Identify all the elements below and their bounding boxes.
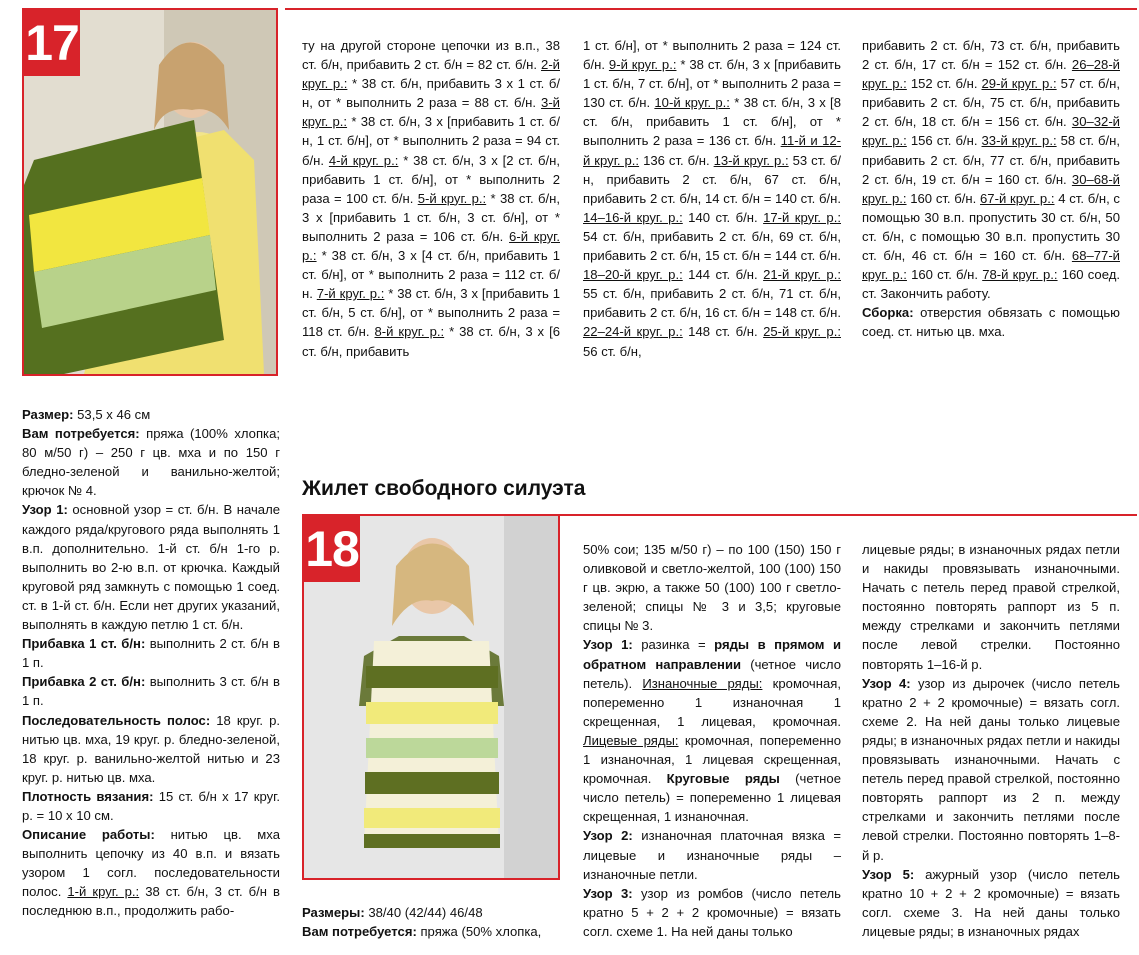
materials-text: пряжа (100% хлопка; 80 м/50 г) – 250 г цв. мха и по 150 г бледно-зеленой и ванильно-желтой; крючок № 4. (22, 426, 280, 499)
round-text: 144 ст. б/н. (682, 267, 764, 283)
size-label: Размеры: (302, 905, 365, 920)
round-text: 148 ст. б/н. (682, 324, 764, 340)
pattern1-text: разинка = (632, 637, 715, 653)
round-label: 17-й круг. р.: (763, 209, 841, 225)
gauge-label: Плотность вязания: (22, 788, 154, 804)
materials-label: Вам потребуется: (22, 426, 140, 442)
project-number-17: 17 (24, 10, 80, 76)
pattern1-text: (четное число петель). (583, 656, 842, 691)
round-text: 160 ст. б/н. (906, 190, 981, 206)
round-label: 33-й круг. р.: (981, 133, 1057, 149)
pattern1-label: Узор 1: (22, 502, 68, 518)
round-text: прибавить 2 ст. б/н, 73 ст. б/н, прибавить 2 ст. б/н, 17 ст. б/н = 152 ст. б/н. (862, 38, 1120, 73)
round-text: * 38 ст. б/н, 3 х [4 ст. б/н, прибавить 1 ст. б/н], от * выполнить 2 раза = 112 ст. б/н. (302, 248, 560, 302)
pattern3-text: узор из ромбов (число петель кратно 5 + 2 + 2 кромочные) = вязать согл. схеме 1. На ней даны только (583, 885, 841, 939)
round-label: 8-й круг. р.: (374, 324, 445, 340)
round-text: 58 ст. б/н, прибавить 2 ст. б/н, 77 ст. б/н, прибавить 2 ст. б/н, 19 ст. б/н = 160 ст. б/н. (862, 133, 1120, 187)
p17-materials-column (22, 405, 280, 921)
round-label: 4-й круг. р.: (328, 152, 399, 168)
rounds-paragraph (862, 36, 1120, 303)
round-text: 38 ст. б/н, 3 ст. б/н в последнюю в.п., продолжить рабо- (22, 884, 280, 919)
round-label: 1-й круг. р.: (67, 884, 140, 900)
round-text: 56 ст. б/н, (583, 343, 642, 359)
round-label: 67-й круг. р.: (980, 190, 1055, 206)
round-label: 30–68-й круг. р.: (862, 171, 1120, 206)
round-label: 68–77-й круг. р.: (862, 248, 1120, 283)
p17-column-3 (862, 36, 1120, 342)
round-text: * 38 ст. б/н, 3 х [8 ст. б/н, прибавить 1 ст. б/н], от * выполнить 2 раза = 136 ст. б/н. (583, 95, 841, 149)
rounds-paragraph (583, 36, 841, 361)
pattern3-paragraph (583, 884, 841, 941)
purl-rows-label: Изнаночные ряды: (642, 675, 763, 691)
increase1-paragraph (22, 634, 280, 672)
round-text: ту на другой стороне цепочки из в.п., 38 ст. б/н, прибавить 2 ст. б/н = 82 ст. б/н. (302, 38, 560, 73)
round-label: 14–16-й круг. р.: (583, 209, 683, 225)
round-label: 18–20-й круг. р.: (583, 267, 683, 283)
round-text: * 38 ст. б/н, 3 х [прибавить 1 ст. б/н, 7 ст. б/н], от * выполнить 2 раза = 130 ст. б/н. (583, 57, 841, 111)
gauge-paragraph (22, 787, 280, 825)
increase2-text: выполнить 3 ст. б/н в 1 п. (22, 674, 280, 709)
increase1-label: Прибавка 1 ст. б/н: (22, 636, 146, 652)
p17-column-2 (583, 36, 841, 361)
increase2-label: Прибавка 2 ст. б/н: (22, 674, 146, 690)
pattern5-text: ажурный узор (число петель кратно 10 + 2 + 2 кромочные) = вязать согл. схеме 3. На ней даны только лицевые ряды; в изнаночных рядах (862, 866, 1120, 939)
materials-paragraph (302, 922, 560, 941)
pattern1-paragraph (583, 635, 841, 826)
round-label: 2-й круг. р.: (302, 57, 560, 92)
pattern3-continued: лицевые ряды; в изнаночных рядах петли и накиды провязывать изнаночными. Начать с петель перед правой стрелкой, постоянно повторять раппорт из 5 п. между стрелками и закончить петлями после левой стрелки. Постоянно повторять 1–16-й р. (862, 542, 1120, 672)
round-label: 29-й круг. р.: (981, 76, 1057, 92)
round-label: 25-й круг. р.: (763, 324, 841, 340)
assembly-label: Сборка: (862, 305, 914, 321)
round-text: 54 ст. б/н, прибавить 2 ст. б/н, 69 ст. б/н, прибавить 2 ст. б/н, 15 ст. б/н = 144 ст. б/н. (583, 228, 841, 264)
p18-column-1 (583, 540, 841, 941)
round-text: * 38 ст. б/н, 3 х [прибавить 1 ст. б/н, 5 ст. б/н], от * выполнить 2 раза = 118 ст. б/н. (302, 286, 560, 340)
round-label: 30–32-й круг. р.: (862, 114, 1120, 149)
size-paragraph (302, 903, 560, 922)
knit-rows-text: кромочная, попеременно 1 изнаночная, 1 лицевая скрещенная, кромочная. (583, 732, 842, 787)
section-title-18: Жилет свободного силуэта (302, 477, 586, 500)
pattern2-text: изнаночная платочная вязка = лицевые и изнаночные ряды – изнаночные петли. (583, 828, 842, 882)
round-label: 13-й круг. р.: (713, 152, 789, 168)
pattern4-label: Узор 4: (862, 675, 911, 691)
p17-column-1 (302, 36, 560, 361)
round-label: 6-й круг. р.: (302, 228, 560, 264)
pattern5-label: Узор 5: (862, 866, 915, 882)
round-text: 136 ст. б/н. (639, 152, 714, 168)
pattern4-text: узор из дырочек (число петель кратно 2 + 2 кромочные) = вязать согл. схеме 2. На ней даны только лицевые ряды; в изнаночных рядах петли и накиды провязывать изнаночными. Начать с петель перед правой стрелкой, постоянно повторять раппорт из 2 п. между стрелками и закончить петлями после левой стрелки. Постоянно повторять 1–8-й р. (862, 675, 1121, 863)
size-label: Размер: (22, 407, 74, 422)
round-text: * 38 ст. б/н, 3 х [прибавить 1 ст. б/н, 3 ст. б/н], от * выполнить 2 раза = 106 ст. б/н. (302, 190, 560, 244)
round-text: * 38 ст. б/н, 3 х [6 ст. б/н, прибавить (302, 324, 560, 359)
pattern2-label: Узор 2: (583, 828, 633, 844)
pattern1-paragraph (22, 500, 280, 634)
round-label: 5-й круг. р.: (417, 190, 487, 206)
round-label: 9-й круг. р.: (608, 57, 677, 73)
size-text: 38/40 (42/44) 46/48 (364, 905, 483, 920)
pattern3-label: Узор 3: (583, 885, 633, 901)
assembly-text: отверстия обвязать с помощью соед. ст. нитью цв. мха. (862, 305, 1120, 340)
increase2-paragraph (22, 672, 280, 710)
round-text: * 38 ст. б/н, прибавить 3 х 1 ст. б/н, от * выполнить 2 раза = 88 ст. б/н. (302, 76, 561, 111)
stripes-paragraph (22, 711, 280, 787)
materials-paragraph (22, 424, 280, 500)
round-text: 160 соед. ст. Закончить работу. (862, 267, 1120, 302)
round-text: 140 ст. б/н. (682, 209, 764, 225)
p18-materials-column (302, 903, 560, 941)
round-label: 26–28-й круг. р.: (862, 57, 1120, 92)
pattern5-paragraph (862, 865, 1120, 941)
round-label: 21-й круг. р.: (763, 267, 841, 283)
increase1-text: выполнить 2 ст. б/н в 1 п. (22, 636, 280, 671)
materials-continued: 50% сои; 135 м/50 г) – по 100 (150) 150 г оливковой и светло-желтой, 100 (100) 150 г цв. экрю, а также 50 (100) 100 г светло-зеленой; спицы № 3 и 3,5; круговые спицы № 3. (583, 542, 841, 634)
photo-18 (302, 514, 560, 880)
knit-rows-label: Лицевые ряды: (583, 732, 679, 748)
round-text: 156 ст. б/н. (906, 133, 982, 149)
pattern2-paragraph (583, 826, 841, 883)
stripes-label: Последовательность полос: (22, 712, 211, 728)
pattern1-text: основной узор = ст. б/н. В начале каждого ряда/кругового ряда выполнять 1 в.п. дополнительно. 1-й ст. б/н 1-го р. выполнить во 2-ю в.п. от крючка. Каждый круговой ряд замкнуть с помощью 1 соед. ст. в 1-й ст. б/н. Если нет других указаний, выполнять в каждую петлю 1 ст. б/н. (22, 502, 280, 633)
round-label: 22–24-й круг. р.: (583, 324, 683, 340)
gauge-text: 15 ст. б/н х 17 круг. р. = 10 х 10 см. (22, 788, 280, 823)
round-text: 57 ст. б/н, прибавить 2 ст. б/н, 75 ст. б/н, прибавить 2 ст. б/н, 18 ст. б/н = 156 ст. б/н. (862, 76, 1120, 130)
header-rule-17 (285, 8, 1137, 10)
materials-text: пряжа (50% хлопка, (416, 924, 542, 940)
photo-17 (22, 8, 278, 376)
round-text: 55 ст. б/н, прибавить 2 ст. б/н, 71 ст. б/н, прибавить 2 ст. б/н, 16 ст. б/н = 148 ст. б/н. (583, 286, 841, 321)
round-text: 152 ст. б/н. (906, 76, 982, 92)
round-text: 160 ст. б/н. (906, 267, 983, 283)
p18-column-2 (862, 540, 1120, 941)
pattern1-bold-text: ряды в прямом и обратном направлении (583, 637, 842, 672)
materials-label: Вам потребуется: (302, 924, 417, 940)
round-label: 78-й круг. р.: (982, 267, 1058, 283)
round-label: 10-й круг. р.: (654, 95, 730, 111)
round-text: * 38 ст. б/н, 3 х [прибавить 1 ст. б/н, 1 ст. б/н], от * выполнить 2 раза = 94 ст. б/н. (302, 114, 561, 168)
purl-rows-text: кромочная, попеременно 1 изнаночная 1 скрещенная, 1 лицевая, кромочная. (583, 675, 842, 729)
pattern4-paragraph (862, 674, 1120, 865)
size-text: 53,5 х 46 см (73, 407, 151, 422)
round-rows-label: Круговые ряды (666, 771, 780, 787)
size-paragraph (22, 405, 280, 424)
description-text: нитью цв. мха выполнить цепочку из 40 в.п. и вязать узором 1 согл. последовательности полос. (22, 827, 280, 900)
stripes-text: 18 круг. р. нитью цв. мха, 19 круг. р. бледно-зеленой, 18 круг. р. ванильно-желтой нитью и 23 круг. р. нитью цв. мха. (22, 712, 280, 785)
round-label: 7-й круг. р.: (316, 286, 385, 302)
round-label: 3-й круг. р.: (302, 95, 560, 130)
description-paragraph (22, 825, 280, 920)
rounds-paragraph (302, 36, 560, 361)
round-text: 53 ст. б/н, прибавить 2 ст. б/н, 67 ст. б/н, прибавить 2 ст. б/н, 14 ст. б/н = 140 ст. б/н. (583, 152, 841, 206)
description-label: Описание работы: (22, 827, 155, 843)
assembly-paragraph (862, 303, 1120, 341)
round-text: 1 ст. б/н], от * выполнить 2 раза = 124 ст. б/н. (583, 38, 841, 73)
pattern1-label: Узор 1: (583, 637, 633, 653)
round-rows-text: (четное число петель) = попеременно 1 лицевая скрещенная, 1 изнаночная. (583, 771, 841, 825)
round-label: 11-й и 12-й круг. р.: (583, 133, 841, 168)
round-text: 4 ст. б/н, с помощью 30 в.п. пропустить 30 ст. б/н, 50 ст. б/н, с помощью 30 в.п. пропустить 30 ст. б/н, 46 ст. б/н = 160 ст. б/н. (862, 190, 1120, 264)
round-text: * 38 ст. б/н, 3 х [2 ст. б/н, прибавить 1 ст. б/н], от * выполнить 2 раза = 100 ст. б/н. (302, 152, 560, 206)
project-number-18: 18 (304, 516, 360, 582)
